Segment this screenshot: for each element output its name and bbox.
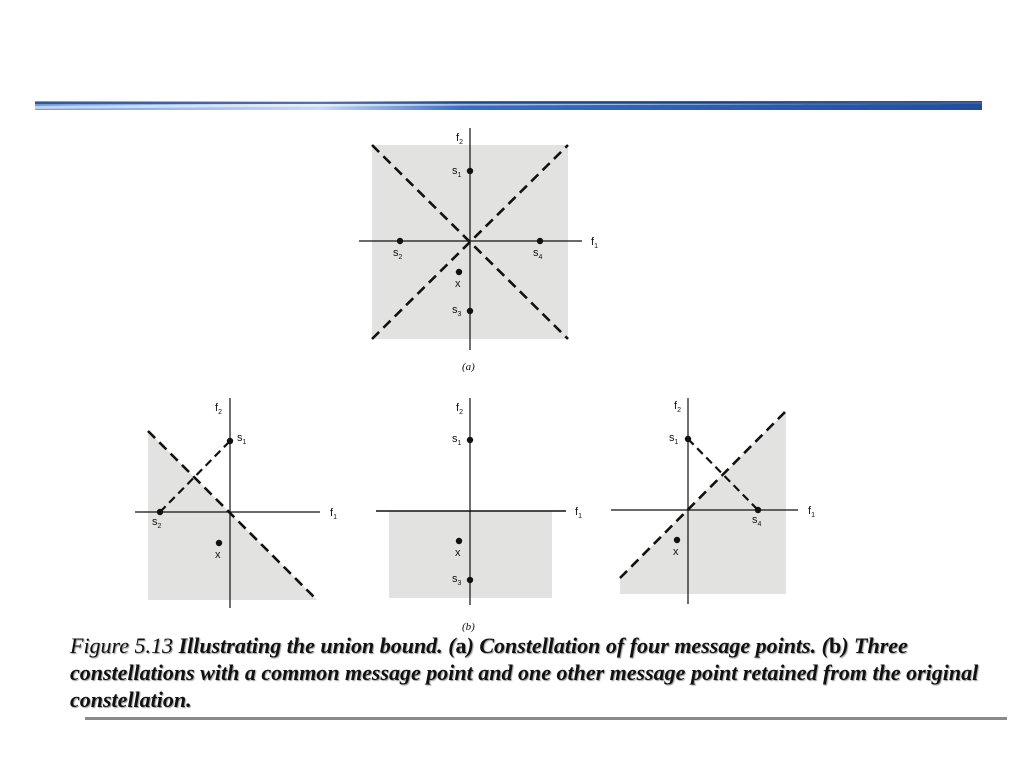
panel-a-x-label: x	[455, 278, 461, 290]
caption-part-b-text: ) Three constellations with a common message point and one other message point retained from the original constellation.	[70, 633, 979, 712]
panel-b-middle-f2-label: $f_2$	[456, 402, 463, 416]
panel-b-right-s4-label: $s_4$	[752, 514, 762, 528]
panel-b-left-s1-label: $s_1$	[237, 432, 247, 446]
panel-a-point-s2	[397, 238, 403, 244]
panel-a-f1-label: $f_1$	[591, 236, 598, 250]
panel-b-right-x-label: x	[673, 546, 679, 558]
panel-b-right-f1-label: $f_1$	[808, 505, 815, 519]
caption-title: Illustrating the union bound.	[178, 633, 443, 658]
panel-b-middle-x-label: x	[455, 547, 461, 559]
panel-a-s4-label: $s_4$	[533, 247, 543, 261]
panel-b-left-point-x	[216, 540, 222, 546]
panel-a	[359, 128, 598, 373]
figure-caption	[70, 632, 1000, 713]
panel-b-middle	[376, 398, 582, 633]
panel-b-middle-point-s3	[467, 577, 473, 583]
panel-b-right-point-s1	[685, 436, 691, 442]
panel-a-point-x	[456, 269, 462, 275]
panel-a-s1-label: $s_1$	[452, 165, 462, 179]
panel-b-middle-s1-label: $s_1$	[452, 433, 462, 447]
panel-b-middle-s3-label: $s_3$	[452, 573, 462, 587]
panel-b-middle-point-x	[456, 538, 462, 544]
panel-b-right-f2-label: $f_2$	[674, 400, 681, 414]
panel-a-s2-label: $s_2$	[393, 247, 403, 261]
panel-b-middle-point-s1	[467, 437, 473, 443]
panel-b-right-point-s4	[755, 507, 761, 513]
caption-part-a-letter: a	[455, 633, 467, 658]
panel-b-left-f2-label: $f_2$	[215, 402, 222, 416]
panel-a-f2-label: $f_2$	[456, 132, 463, 146]
caption-part-a-text: ) Constellation of four message points.	[466, 633, 817, 658]
panel-b-right	[611, 398, 815, 604]
panel-b-right-shaded-region	[620, 411, 786, 594]
panel-a-point-s1	[467, 168, 473, 174]
caption-part-b-open: (	[821, 633, 829, 658]
panel-b-middle-f1-label: $f_1$	[575, 506, 582, 520]
panel-b-left-x-label: x	[215, 549, 221, 561]
panel-a-point-s3	[467, 308, 473, 314]
panel-b-left-f1-label: $f_1$	[330, 507, 337, 521]
caption-part-b-letter: b	[828, 633, 842, 658]
bottom-rule	[85, 717, 1007, 720]
panel-b-left	[135, 398, 337, 608]
panel-b-right-point-x	[674, 537, 680, 543]
panel-b-right-s1-label: $s_1$	[669, 432, 679, 446]
caption-part-a-open: (	[448, 633, 456, 658]
panel-b-left-point-s1	[227, 438, 233, 444]
caption-figure-number: Figure 5.13	[70, 633, 174, 658]
panel-b-left-point-s2	[157, 509, 163, 515]
panel-a-s3-label: $s_3$	[452, 304, 462, 318]
panel-b-caption-letter: (b)	[462, 621, 475, 633]
panel-a-point-s4	[537, 238, 543, 244]
panel-b-left-s2-label: $s_2$	[152, 516, 162, 530]
panel-a-caption-letter: (a)	[462, 361, 475, 373]
